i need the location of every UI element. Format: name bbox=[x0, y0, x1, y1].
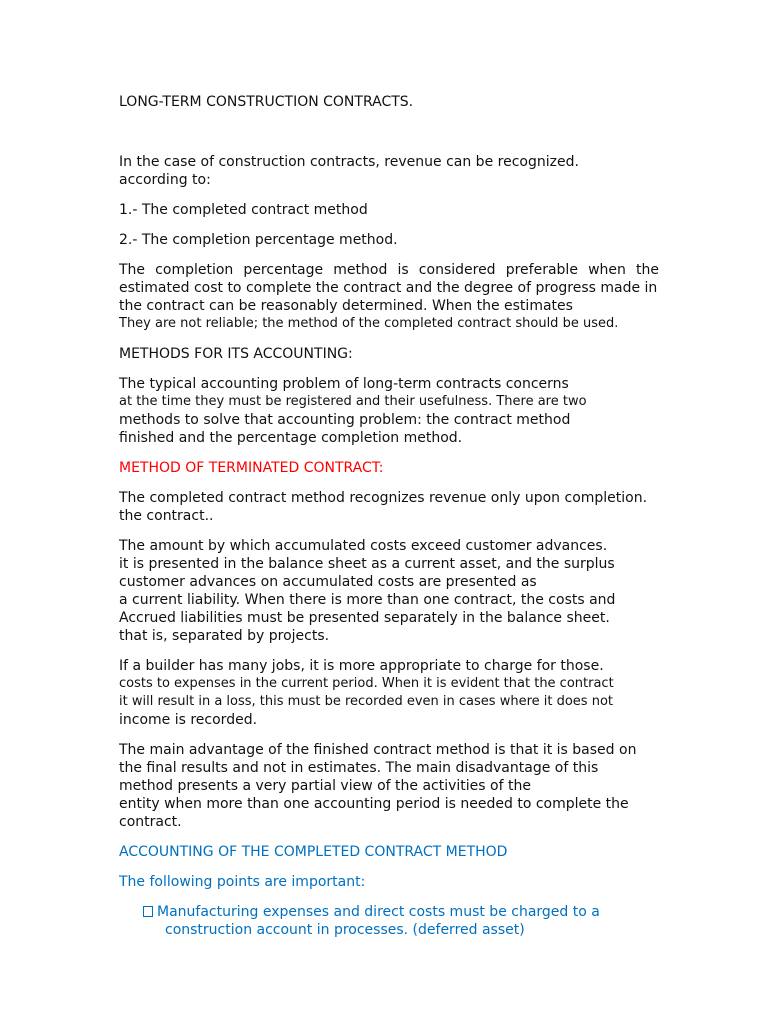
builder-line: it will result in a loss, this must be recorded even in cases where it does not bbox=[119, 694, 613, 709]
accumulated-costs-line: The amount by which accumulated costs exceed customer advances. bbox=[119, 538, 608, 554]
accumulated-costs-line: customer advances on accumulated costs are presented as bbox=[119, 574, 537, 590]
typical-problem-line: methods to solve that accounting problem: the contract method bbox=[119, 412, 571, 428]
intro-line: according to: bbox=[119, 172, 211, 188]
builder-line: income is recorded. bbox=[119, 712, 258, 728]
method-one: 1.- The completed contract method bbox=[119, 202, 368, 218]
preference-paragraph bbox=[119, 261, 659, 333]
builder-line: costs to expenses in the current period. When it is evident that the contract bbox=[119, 676, 614, 691]
typical-problem-line: The typical accounting problem of long-term contracts concerns bbox=[119, 376, 569, 392]
intro-paragraph bbox=[119, 153, 659, 189]
accumulated-costs-line: that is, separated by projects. bbox=[119, 628, 330, 644]
advantage-line: the final results and not in estimates. The main disadvantage of this bbox=[119, 760, 599, 776]
accumulated-costs-line: a current liability. When there is more than one contract, the costs and bbox=[119, 592, 616, 608]
square-bullet-icon bbox=[143, 906, 153, 917]
bullet-line bbox=[143, 903, 659, 921]
method-two: 2.- The completion percentage method. bbox=[119, 232, 398, 248]
advantage-paragraph bbox=[119, 741, 659, 831]
preference-line: estimated cost to complete the contract and the degree of progress made in bbox=[119, 280, 658, 296]
completed-method-line: the contract.. bbox=[119, 508, 214, 524]
advantage-line: method presents a very partial view of the activities of the bbox=[119, 778, 531, 794]
advantage-line: entity when more than one accounting period is needed to complete the bbox=[119, 796, 629, 812]
preference-line: They are not reliable; the method of the completed contract should be used. bbox=[119, 316, 619, 331]
accumulated-costs-line: Accrued liabilities must be presented separately in the balance sheet. bbox=[119, 610, 610, 626]
typical-problem-paragraph bbox=[119, 375, 659, 447]
advantage-line: The main advantage of the finished contract method is that it is based on bbox=[119, 742, 637, 758]
document-content bbox=[119, 93, 659, 939]
accumulated-costs-line: it is presented in the balance sheet as a current asset, and the surplus bbox=[119, 556, 615, 572]
completed-method-paragraph bbox=[119, 489, 659, 525]
bullet-line: construction account in processes. (deferred asset) bbox=[165, 922, 525, 938]
accumulated-costs-paragraph bbox=[119, 537, 659, 645]
builder-paragraph bbox=[119, 657, 659, 729]
typical-problem-line: finished and the percentage completion method. bbox=[119, 430, 463, 446]
document-title: LONG-TERM CONSTRUCTION CONTRACTS. bbox=[119, 94, 414, 110]
bullet-item bbox=[143, 903, 659, 939]
important-points-text: The following points are important: bbox=[119, 874, 366, 890]
accounting-heading: ACCOUNTING OF THE COMPLETED CONTRACT METHOD bbox=[119, 844, 508, 860]
preference-line: the contract can be reasonably determined. When the estimates bbox=[119, 298, 573, 314]
typical-problem-line: at the time they must be registered and their usefulness. There are two bbox=[119, 394, 587, 409]
preference-line: The completion percentage method is considered preferable when the bbox=[119, 262, 659, 278]
advantage-line: contract. bbox=[119, 814, 182, 830]
bullet-text: Manufacturing expenses and direct costs must be charged to a bbox=[157, 904, 600, 920]
terminated-contract-heading: METHOD OF TERMINATED CONTRACT: bbox=[119, 460, 384, 476]
completed-method-line: The completed contract method recognizes revenue only upon completion. bbox=[119, 490, 648, 506]
intro-line: In the case of construction contracts, revenue can be recognized. bbox=[119, 154, 579, 170]
methods-heading: METHODS FOR ITS ACCOUNTING: bbox=[119, 346, 353, 362]
builder-line: If a builder has many jobs, it is more appropriate to charge for those. bbox=[119, 658, 604, 674]
